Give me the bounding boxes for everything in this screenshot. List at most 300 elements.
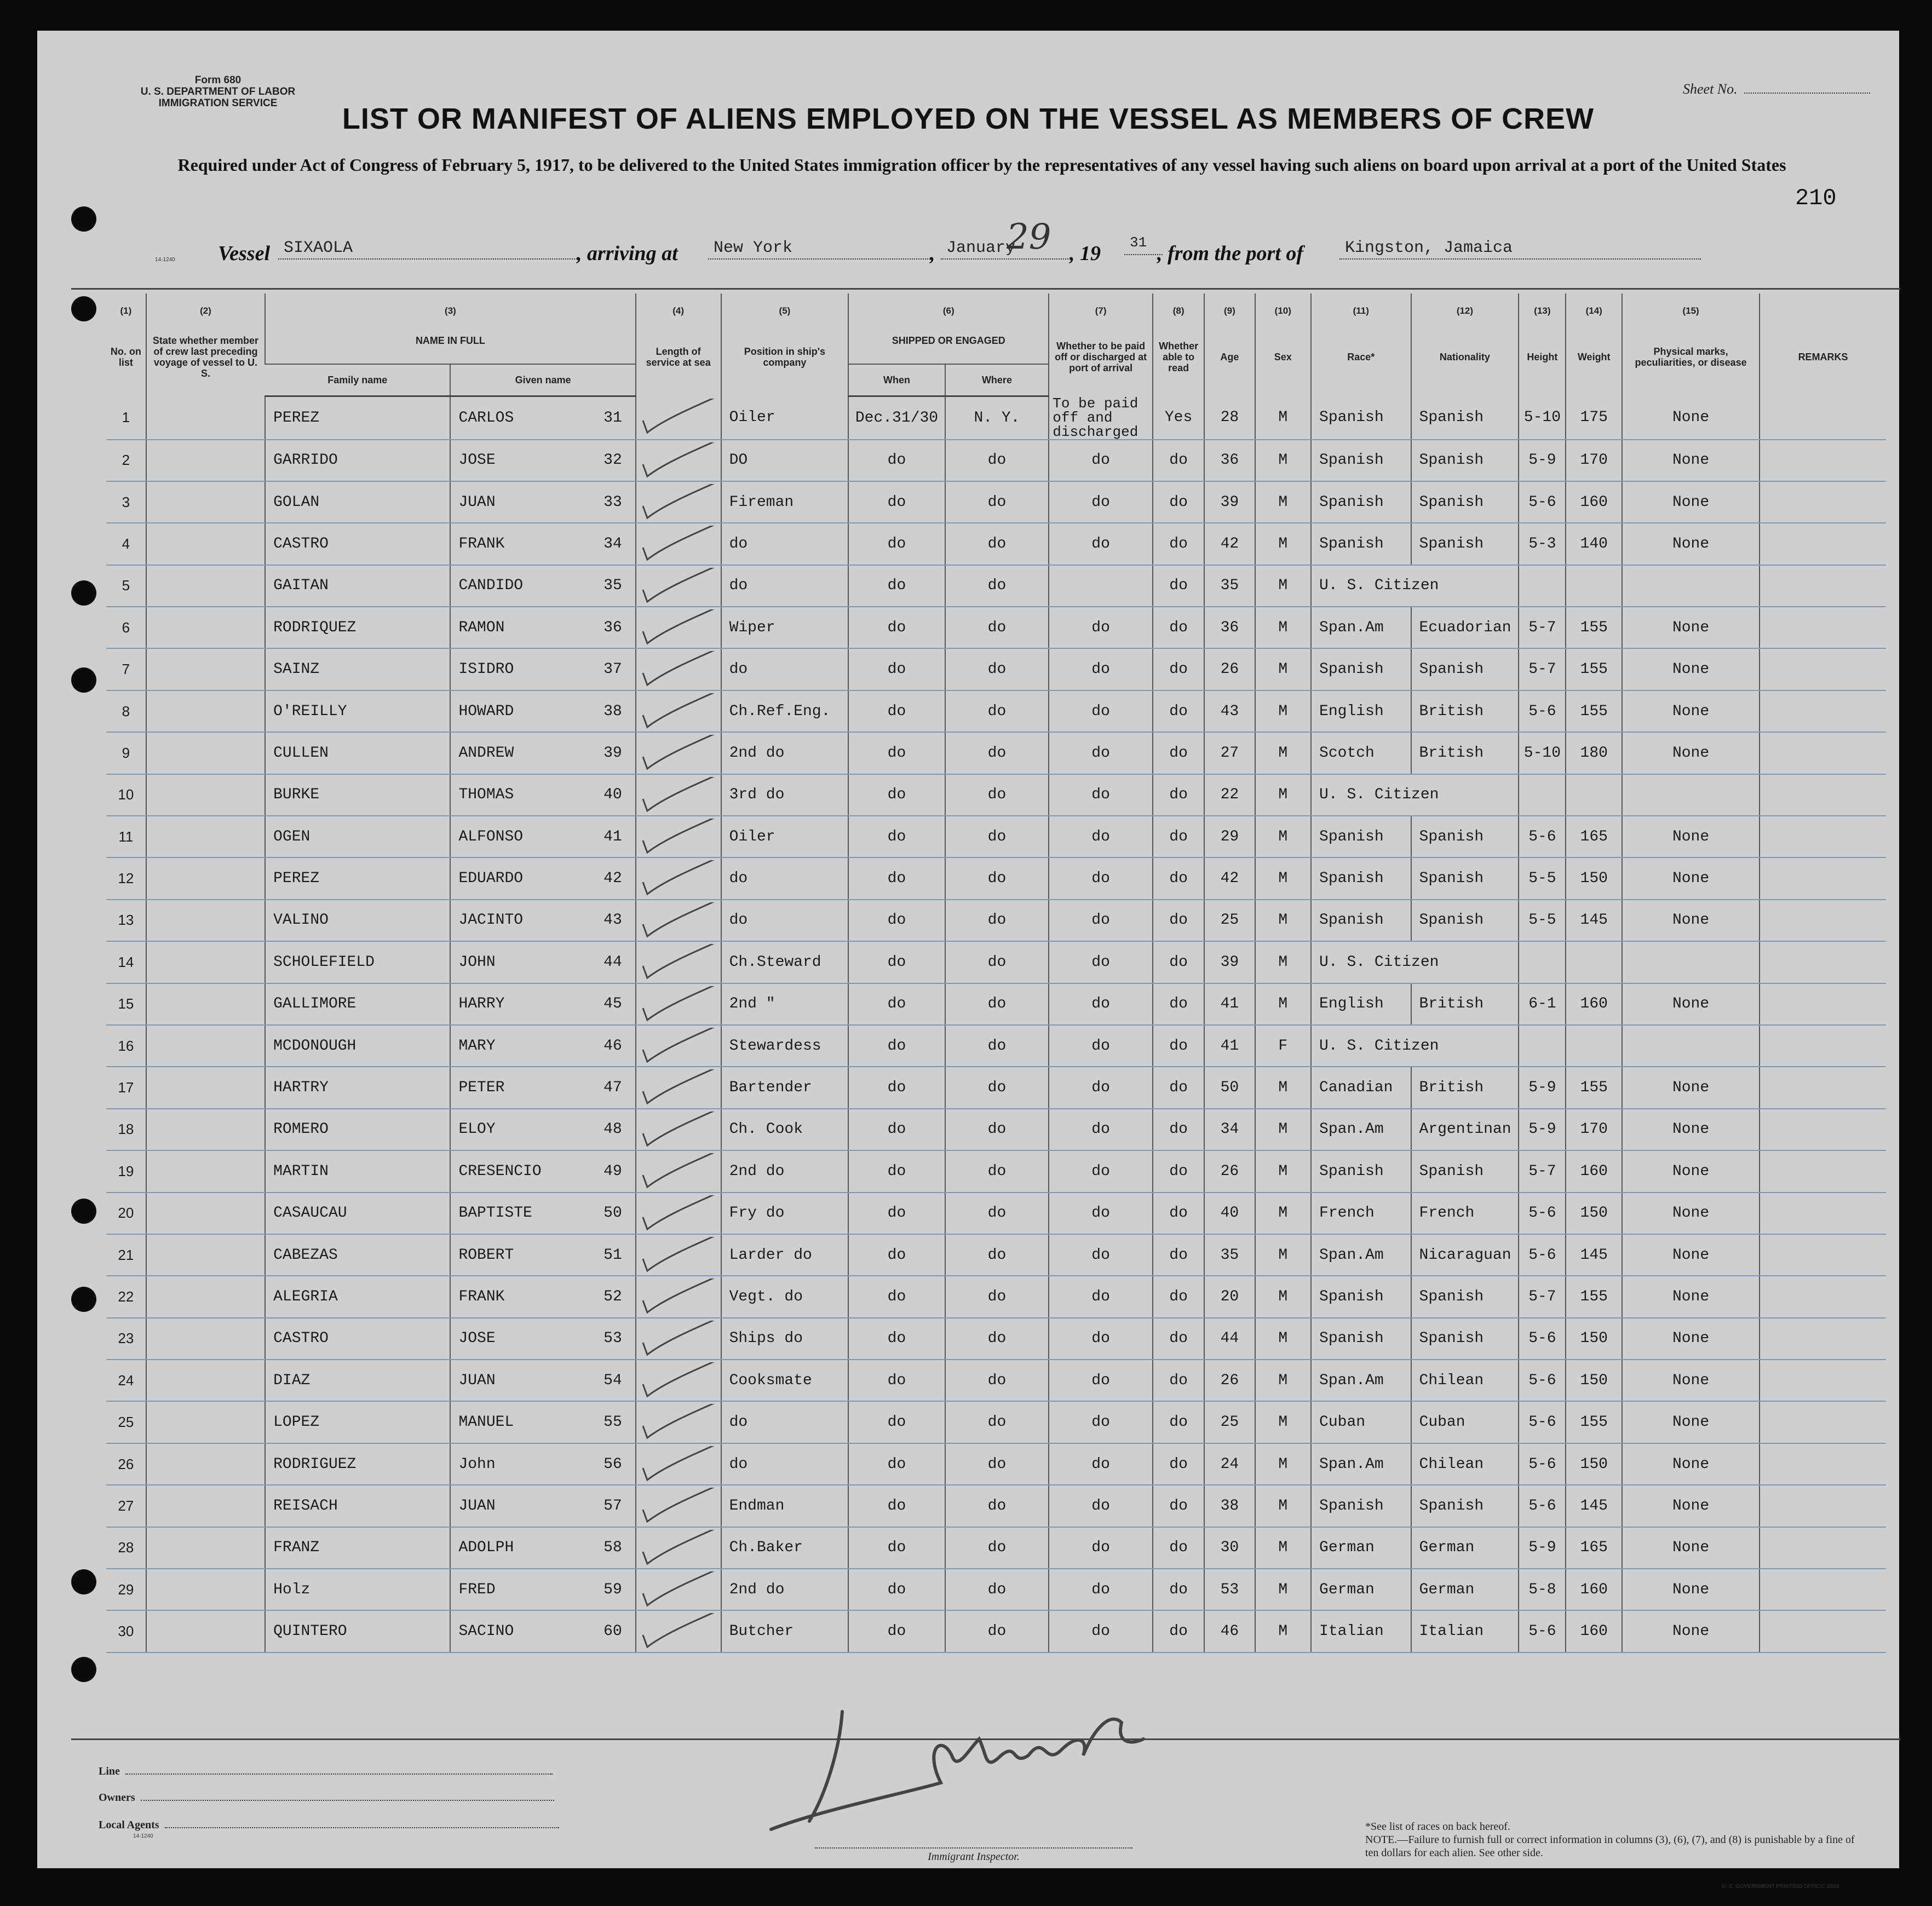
physical-marks-cell: None <box>1622 1443 1760 1485</box>
height-cell: 5-10 <box>1519 732 1566 774</box>
table-row <box>106 523 1886 565</box>
last-voyage-cell-cell <box>146 1025 265 1067</box>
race-cell: Cuban <box>1311 1401 1411 1443</box>
age-cell: 29 <box>1204 816 1255 857</box>
remarks-cell <box>1760 732 1886 774</box>
header-height: Height <box>1519 318 1566 396</box>
shipped-when-cell: do <box>848 690 945 732</box>
serial-number: 53 <box>603 1330 622 1348</box>
height-cell <box>1519 1025 1566 1067</box>
shipped-when-cell: do <box>848 565 945 607</box>
service-length-cell <box>636 1569 721 1610</box>
remarks-cell <box>1760 523 1886 565</box>
paid-off-cell: To be paid off and discharged <box>1049 396 1153 440</box>
shipped-when-cell: do <box>848 1150 945 1192</box>
weight-cell: 155 <box>1566 648 1622 690</box>
given-name-cell <box>450 648 635 690</box>
table-row <box>106 1401 1886 1443</box>
row-number-cell: 20 <box>106 1193 146 1234</box>
given-name: FRANK <box>458 1288 505 1305</box>
serial-number: 43 <box>603 912 622 929</box>
row-number-cell: 17 <box>106 1067 146 1108</box>
height-cell: 5-6 <box>1519 1360 1566 1401</box>
age-cell: 38 <box>1204 1485 1255 1527</box>
last-voyage-cell-cell <box>146 396 265 440</box>
paid-off-cell: do <box>1049 1109 1153 1150</box>
paid-off-cell: do <box>1049 1569 1153 1610</box>
col-5-number: (5) <box>721 293 849 318</box>
sex-cell: F <box>1255 1025 1312 1067</box>
race-cell: Spanish <box>1311 523 1411 565</box>
height-cell: 5-6 <box>1519 1610 1566 1652</box>
punch-hole <box>71 1287 96 1312</box>
age-cell: 39 <box>1204 941 1255 983</box>
race-cell: Spanish <box>1311 440 1411 481</box>
check-mark-icon <box>641 1571 721 1610</box>
weight-cell: 160 <box>1566 1569 1622 1610</box>
serial-number: 41 <box>603 828 622 845</box>
paid-off-cell: do <box>1049 1527 1153 1569</box>
shipped-when-cell: do <box>848 1610 945 1652</box>
service-length-cell <box>636 816 721 857</box>
service-length-cell <box>636 440 721 481</box>
given-name-cell <box>450 523 635 565</box>
comma: , <box>930 242 935 265</box>
family-name-cell: PEREZ <box>265 396 450 440</box>
col-9-number: (9) <box>1204 293 1255 318</box>
remarks-cell <box>1760 1485 1886 1527</box>
age-cell: 27 <box>1204 732 1255 774</box>
remarks-cell <box>1760 1109 1886 1150</box>
given-name: ANDREW <box>458 744 514 762</box>
shipped-when-cell: do <box>848 648 945 690</box>
serial-number: 51 <box>603 1246 622 1264</box>
paid-off-cell: do <box>1049 648 1153 690</box>
sex-cell: M <box>1255 1485 1312 1527</box>
nationality-cell: Spanish <box>1411 440 1519 481</box>
given-name: HOWARD <box>458 702 514 720</box>
remarks-cell <box>1760 1401 1886 1443</box>
arrival-day: 29 <box>1007 217 1051 257</box>
able-to-read-cell: do <box>1153 1527 1204 1569</box>
position-cell: do <box>721 565 849 607</box>
able-to-read-cell: do <box>1153 1610 1204 1652</box>
service-length-cell <box>636 941 721 983</box>
age-cell: 41 <box>1204 983 1255 1025</box>
nationality-cell: Argentinan <box>1411 1109 1519 1150</box>
serial-number: 50 <box>603 1205 622 1222</box>
weight-cell: 160 <box>1566 481 1622 523</box>
given-name: HARRY <box>458 995 505 1013</box>
serial-number: 45 <box>603 995 622 1013</box>
check-mark-icon <box>641 944 721 982</box>
able-to-read-cell: do <box>1153 1193 1204 1234</box>
check-mark-icon <box>641 1112 721 1150</box>
serial-number: 35 <box>603 577 622 595</box>
row-number-cell: 26 <box>106 1443 146 1485</box>
sex-cell: M <box>1255 1193 1312 1234</box>
last-voyage-cell-cell <box>146 481 265 523</box>
weight-cell: 155 <box>1566 1401 1622 1443</box>
height-cell: 5-9 <box>1519 1527 1566 1569</box>
check-mark-icon <box>641 1488 721 1526</box>
row-number-cell: 3 <box>106 481 146 523</box>
given-name-cell <box>450 1318 635 1360</box>
weight-cell: 155 <box>1566 607 1622 648</box>
check-mark-icon <box>641 1530 721 1568</box>
paid-off-cell: do <box>1049 1193 1153 1234</box>
weight-cell: 140 <box>1566 523 1622 565</box>
height-cell: 5-9 <box>1519 1109 1566 1150</box>
family-name-cell: HARTRY <box>265 1067 450 1108</box>
able-to-read-cell: do <box>1153 1109 1204 1150</box>
physical-marks-cell: None <box>1622 1193 1760 1234</box>
position-cell: Ships do <box>721 1318 849 1360</box>
check-mark-icon <box>641 1028 721 1066</box>
header-able-to-read: Whether able to read <box>1153 318 1204 396</box>
serial-number: 42 <box>603 870 622 888</box>
last-voyage-cell-cell <box>146 857 265 899</box>
given-name: JOHN <box>458 953 496 971</box>
serial-number: 52 <box>603 1288 622 1305</box>
physical-marks-cell: None <box>1622 900 1760 941</box>
position-cell: 2nd do <box>721 1569 849 1610</box>
shipped-when-cell: do <box>848 440 945 481</box>
physical-marks-cell: None <box>1622 857 1760 899</box>
shipped-when-cell: do <box>848 607 945 648</box>
given-name-cell <box>450 1150 635 1192</box>
remarks-cell <box>1760 396 1886 440</box>
row-number-cell: 4 <box>106 523 146 565</box>
family-name-cell: FRANZ <box>265 1527 450 1569</box>
service-length-cell <box>636 1193 721 1234</box>
weight-cell: 150 <box>1566 1318 1622 1360</box>
family-name-cell: CASTRO <box>265 523 450 565</box>
service-length-cell <box>636 648 721 690</box>
check-mark-icon <box>641 819 721 857</box>
remarks-cell <box>1760 1569 1886 1610</box>
family-name-cell: GARRIDO <box>265 440 450 481</box>
table-row <box>106 648 1886 690</box>
header-family-name: Family name <box>265 364 450 396</box>
physical-marks-cell: None <box>1622 607 1760 648</box>
document-title: LIST OR MANIFEST OF ALIENS EMPLOYED ON THE VESSEL AS MEMBERS OF CREW <box>342 102 1595 135</box>
shipped-when-cell: do <box>848 1401 945 1443</box>
weight-cell: 155 <box>1566 1067 1622 1108</box>
family-name-cell: RODRIGUEZ <box>265 1443 450 1485</box>
nationality-cell: German <box>1411 1569 1519 1610</box>
weight-cell: 160 <box>1566 1150 1622 1192</box>
height-cell: 5-6 <box>1519 690 1566 732</box>
check-mark-icon <box>641 1195 721 1234</box>
physical-marks-cell: None <box>1622 440 1760 481</box>
shipped-when-cell: do <box>848 523 945 565</box>
nationality-cell: Spanish <box>1411 523 1519 565</box>
serial-number: 56 <box>603 1455 622 1473</box>
age-cell: 53 <box>1204 1569 1255 1610</box>
service-length-cell <box>636 1067 721 1108</box>
last-voyage-cell-cell <box>146 1193 265 1234</box>
age-cell: 46 <box>1204 1610 1255 1652</box>
able-to-read-cell: do <box>1153 857 1204 899</box>
sex-cell: M <box>1255 816 1312 857</box>
last-voyage-cell-cell <box>146 1150 265 1192</box>
header-physical-marks: Physical marks, peculiarities, or disease <box>1622 318 1760 396</box>
shipped-where-cell: do <box>945 941 1049 983</box>
shipped-when-cell: do <box>848 900 945 941</box>
weight-cell <box>1566 1025 1622 1067</box>
weight-cell: 160 <box>1566 1610 1622 1652</box>
shipped-where-cell: do <box>945 607 1049 648</box>
family-name-cell: GALLIMORE <box>265 983 450 1025</box>
given-name: ISIDRO <box>458 661 514 678</box>
last-voyage-cell-cell <box>146 648 265 690</box>
table-row <box>106 1443 1886 1485</box>
last-voyage-cell-cell <box>146 816 265 857</box>
height-cell: 5-6 <box>1519 1485 1566 1527</box>
header-age: Age <box>1204 318 1255 396</box>
age-cell: 26 <box>1204 1360 1255 1401</box>
able-to-read-cell: do <box>1153 607 1204 648</box>
shipped-when-cell: do <box>848 816 945 857</box>
header-rule <box>71 288 1900 290</box>
position-cell: do <box>721 1401 849 1443</box>
family-name-cell: ALEGRIA <box>265 1276 450 1317</box>
sex-cell: M <box>1255 857 1312 899</box>
age-cell: 30 <box>1204 1527 1255 1569</box>
table-row <box>106 983 1886 1025</box>
service-length-cell <box>636 690 721 732</box>
col-11-number: (11) <box>1311 293 1411 318</box>
shipped-when-cell: do <box>848 1276 945 1317</box>
family-name-cell: CABEZAS <box>265 1234 450 1276</box>
check-mark-icon <box>641 1069 721 1108</box>
remarks-cell <box>1760 1150 1886 1192</box>
family-name-cell: Holz <box>265 1569 450 1610</box>
age-cell: 20 <box>1204 1276 1255 1317</box>
header-given-name: Given name <box>450 364 635 396</box>
paid-off-cell: do <box>1049 774 1153 816</box>
able-to-read-cell: do <box>1153 900 1204 941</box>
position-cell: do <box>721 648 849 690</box>
age-cell: 35 <box>1204 565 1255 607</box>
vessel-name: SIXAOLA <box>278 239 579 260</box>
height-cell: 5-7 <box>1519 648 1566 690</box>
header-position: Position in ship's company <box>721 318 849 396</box>
shipped-where-cell: do <box>945 732 1049 774</box>
nationality-cell: Spanish <box>1411 1485 1519 1527</box>
given-name: SACINO <box>458 1623 514 1640</box>
row-number-cell: 14 <box>106 941 146 983</box>
service-length-cell <box>636 607 721 648</box>
race-cell: French <box>1311 1193 1411 1234</box>
height-cell <box>1519 565 1566 607</box>
check-mark-icon <box>641 442 721 481</box>
given-name-cell <box>450 1401 635 1443</box>
penalty-note: NOTE.—Failure to furnish full or correct information in columns (3), (6), (7), and (8) is punishable by a fine of ten dollars for each alien. See other side. <box>1365 1834 1855 1859</box>
given-name-cell <box>450 941 635 983</box>
nationality-cell: German <box>1411 1527 1519 1569</box>
shipped-when-cell: do <box>848 1443 945 1485</box>
family-name-cell: OGEN <box>265 816 450 857</box>
race-cell: Span.Am <box>1311 1443 1411 1485</box>
shipped-where-cell: do <box>945 1109 1049 1150</box>
service-length-cell <box>636 1318 721 1360</box>
table-row <box>106 816 1886 857</box>
sex-cell: M <box>1255 941 1312 983</box>
position-cell: Ch. Cook <box>721 1109 849 1150</box>
remarks-cell <box>1760 1276 1886 1317</box>
given-name: RAMON <box>458 619 505 636</box>
service-length-cell <box>636 1485 721 1527</box>
header-where: Where <box>945 364 1049 396</box>
table-row <box>106 1193 1886 1234</box>
given-name: JOSE <box>458 1330 496 1348</box>
check-mark-icon <box>641 1404 721 1442</box>
able-to-read-cell: Yes <box>1153 396 1204 440</box>
able-to-read-cell: do <box>1153 523 1204 565</box>
shipped-where-cell: do <box>945 1401 1049 1443</box>
service-length-cell <box>636 523 721 565</box>
race-cell: Canadian <box>1311 1067 1411 1108</box>
given-name-cell <box>450 1443 635 1485</box>
serial-number: 47 <box>603 1079 622 1097</box>
punch-hole <box>71 296 96 321</box>
check-mark-icon <box>641 609 721 648</box>
able-to-read-cell: do <box>1153 816 1204 857</box>
serial-number: 49 <box>603 1162 622 1180</box>
position-cell: Oiler <box>721 816 849 857</box>
col-6-number: (6) <box>848 293 1049 318</box>
nationality-cell: British <box>1411 732 1519 774</box>
serial-number: 34 <box>603 535 622 552</box>
last-voyage-cell-cell <box>146 1610 265 1652</box>
col-8-number: (8) <box>1153 293 1204 318</box>
age-cell: 41 <box>1204 1025 1255 1067</box>
row-number-cell: 25 <box>106 1401 146 1443</box>
arriving-label: , arriving at <box>577 242 678 265</box>
table-row <box>106 1067 1886 1108</box>
table-row <box>106 481 1886 523</box>
physical-marks-cell: None <box>1622 816 1760 857</box>
serial-number: 32 <box>603 452 622 469</box>
shipped-when-cell: do <box>848 1193 945 1234</box>
serial-number: 40 <box>603 786 622 804</box>
height-cell: 5-5 <box>1519 900 1566 941</box>
able-to-read-cell: do <box>1153 774 1204 816</box>
given-name: FRED <box>458 1581 496 1598</box>
last-voyage-cell-cell <box>146 607 265 648</box>
position-cell: Wiper <box>721 607 849 648</box>
vessel-label: Vessel <box>218 242 270 265</box>
shipped-where-cell: do <box>945 1276 1049 1317</box>
table-row <box>106 1276 1886 1317</box>
footer-note <box>1365 1820 1858 1859</box>
given-name: CARLOS <box>458 409 514 427</box>
row-number-cell: 8 <box>106 690 146 732</box>
paid-off-cell: do <box>1049 1067 1153 1108</box>
race-cell: U. S. Citizen <box>1311 941 1519 983</box>
nationality-cell: Italian <box>1411 1610 1519 1652</box>
paid-off-cell: do <box>1049 523 1153 565</box>
able-to-read-cell: do <box>1153 648 1204 690</box>
nationality-cell: British <box>1411 983 1519 1025</box>
height-cell: 5-6 <box>1519 816 1566 857</box>
remarks-cell <box>1760 900 1886 941</box>
position-cell: do <box>721 857 849 899</box>
given-name: BAPTISTE <box>458 1205 532 1222</box>
col-10-number: (10) <box>1255 293 1312 318</box>
physical-marks-cell: None <box>1622 1067 1760 1108</box>
nationality-cell: French <box>1411 1193 1519 1234</box>
table-row <box>106 1569 1886 1610</box>
weight-cell <box>1566 774 1622 816</box>
last-voyage-cell-cell <box>146 1443 265 1485</box>
family-name-cell: GAITAN <box>265 565 450 607</box>
remarks-cell <box>1760 1527 1886 1569</box>
sex-cell: M <box>1255 690 1312 732</box>
age-cell: 42 <box>1204 857 1255 899</box>
paid-off-cell: do <box>1049 900 1153 941</box>
age-cell: 40 <box>1204 1193 1255 1234</box>
row-number-cell: 27 <box>106 1485 146 1527</box>
nationality-cell: Spanish <box>1411 648 1519 690</box>
shipped-when-cell: do <box>848 857 945 899</box>
sex-cell: M <box>1255 607 1312 648</box>
check-mark-icon <box>641 1446 721 1484</box>
serial-number: 55 <box>603 1414 622 1431</box>
nationality-cell: Spanish <box>1411 857 1519 899</box>
physical-marks-cell: None <box>1622 1569 1760 1610</box>
given-name-cell <box>450 1067 635 1108</box>
family-name-cell: VALINO <box>265 900 450 941</box>
paid-off-cell: do <box>1049 1443 1153 1485</box>
given-name-cell <box>450 1193 635 1234</box>
able-to-read-cell: do <box>1153 983 1204 1025</box>
line-field: Line <box>99 1765 553 1778</box>
shipped-when-cell: do <box>848 1485 945 1527</box>
age-cell: 25 <box>1204 1401 1255 1443</box>
given-name: John <box>458 1455 496 1473</box>
shipped-when-cell: do <box>848 732 945 774</box>
table-row <box>106 1610 1886 1652</box>
remarks-cell <box>1760 816 1886 857</box>
serial-number: 58 <box>603 1539 622 1557</box>
family-name-cell: MARTIN <box>265 1150 450 1192</box>
physical-marks-cell: None <box>1622 1360 1760 1401</box>
physical-marks-cell: None <box>1622 983 1760 1025</box>
race-cell: U. S. Citizen <box>1311 1025 1519 1067</box>
weight-cell: 170 <box>1566 440 1622 481</box>
race-cell: Italian <box>1311 1610 1411 1652</box>
header-sex: Sex <box>1255 318 1312 396</box>
height-cell: 5-6 <box>1519 481 1566 523</box>
last-voyage-cell-cell <box>146 941 265 983</box>
shipped-when-cell: do <box>848 1025 945 1067</box>
owners-field: Owners <box>99 1792 554 1804</box>
family-name-cell: BURKE <box>265 774 450 816</box>
sex-cell: M <box>1255 900 1312 941</box>
check-mark-icon <box>641 651 721 689</box>
physical-marks-cell: None <box>1622 396 1760 440</box>
position-cell: 2nd do <box>721 732 849 774</box>
table-row <box>106 1360 1886 1401</box>
paid-off-cell: do <box>1049 816 1153 857</box>
given-name: MANUEL <box>458 1414 514 1431</box>
given-name-cell <box>450 1109 635 1150</box>
crew-rows <box>106 396 1886 1652</box>
serial-number: 57 <box>603 1497 622 1515</box>
